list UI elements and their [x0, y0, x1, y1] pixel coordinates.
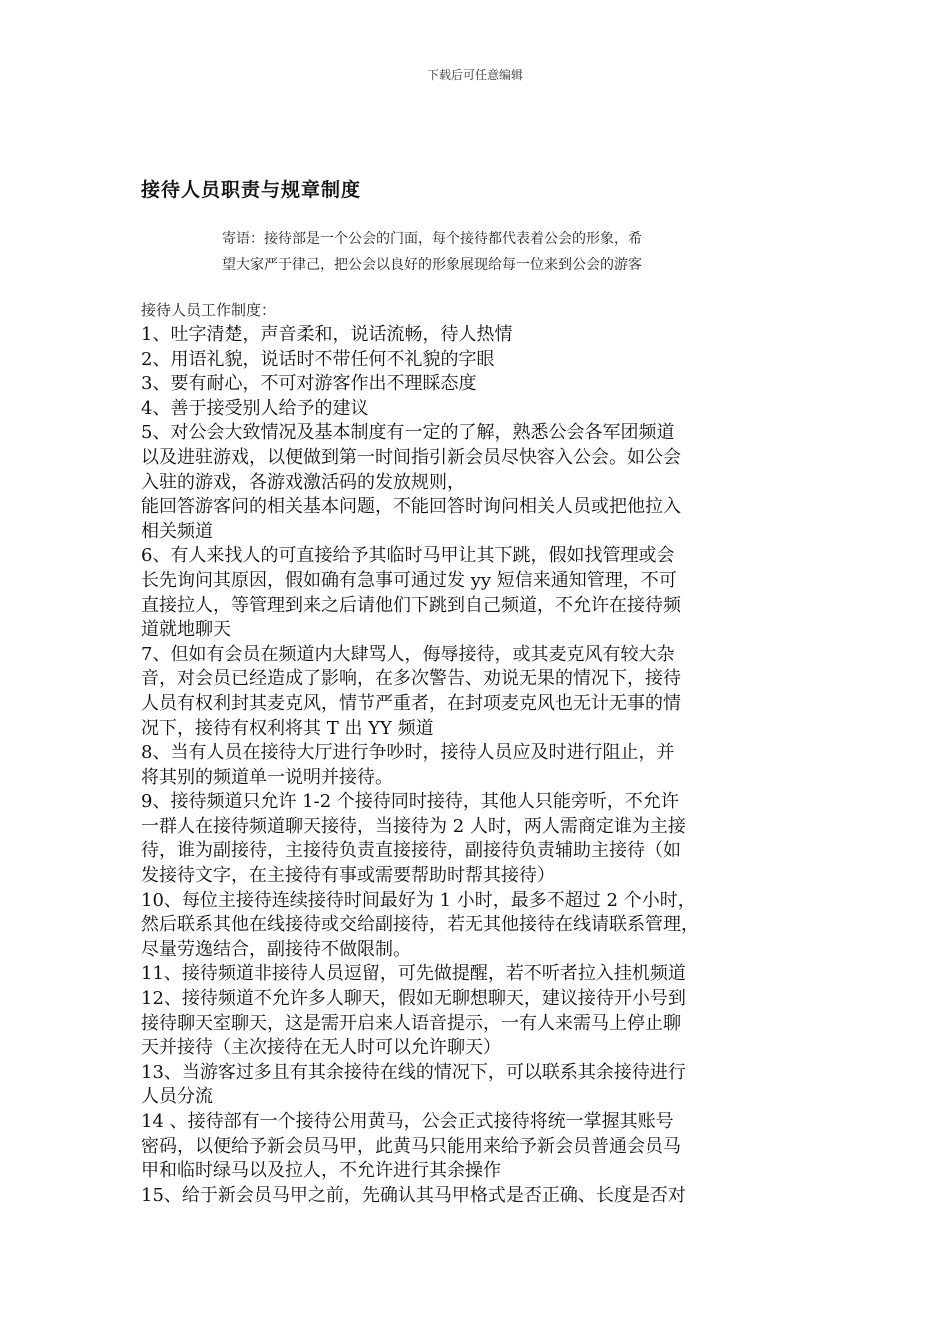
epigraph — [222, 226, 742, 278]
epigraph-line: 寄语：接待部是一个公会的门面，每个接待都代表着公会的形象，希 — [222, 231, 642, 247]
epigraph-line: 望大家严于律己，把公会以良好的形象展现给每一位来到公会的游客 — [222, 257, 642, 273]
body-line: 14 、接待部有一个接待公用黄马，公会正式接待将统一掌握其账号 — [141, 1111, 674, 1132]
body-line: 15、给于新会员马甲之前，先确认其马甲格式是否正确、长度是否对 — [141, 1184, 686, 1206]
body-line: 7、但如有会员在频道内大肆骂人，侮辱接待，或其麦克风有较大杂 — [141, 643, 675, 665]
body-line: 相关频道 — [141, 520, 213, 542]
body-line: 人员有权利封其麦克风，情节严重者，在封项麦克风也无计无事的情 — [141, 692, 681, 714]
body-line: 1、吐字清楚，声音柔和，说话流畅，待人热情 — [141, 324, 513, 345]
body-line: 接待聊天室聊天，这是需开启来人语音提示，一有人来需马上停止聊 — [141, 1012, 681, 1034]
body-line: 12、接待频道不允许多人聊天，假如无聊想聊天，建议接待开小号到 — [141, 988, 686, 1010]
body-line: 一群人在接待频道聊天接待，当接待为 2 人时，两人需商定谁为主接 — [141, 815, 686, 837]
body-line: 11、接待频道非接待人员逗留，可先做提醒，若不听者拉入挂机频道 — [141, 963, 686, 985]
body-line: 3、要有耐心，不可对游客作出不理睬态度 — [141, 373, 477, 395]
body-line: 道就地聊天 — [141, 619, 231, 641]
document-title: 接待人员职责与规章制度 — [141, 179, 362, 201]
body-line: 入驻的游戏，各游戏激活码的发放规则， — [141, 471, 465, 493]
body-line: 9、接待频道只允许 1-2 个接待同时接待，其他人只能旁听，不允许 — [141, 791, 679, 813]
body-line: 能回答游客问的相关基本问题，不能回答时询问相关人员或把他拉入 — [141, 496, 681, 518]
body-line: 以及进驻游戏，以便做到第一时间指引新会员尽快容入公会。如公会 — [141, 446, 681, 468]
body-line: 然后联系其他在线接待或交给副接待，若无其他接待在线请联系管理， — [141, 914, 699, 936]
body-text — [141, 323, 831, 1208]
body-line: 音，对会员已经造成了影响，在多次警告、劝说无果的情况下，接待 — [141, 668, 681, 690]
body-line: 况下，接待有权利将其 T 出 YY 频道 — [141, 717, 434, 739]
body-line: 尽量劳逸结合，副接待不做限制。 — [141, 938, 411, 960]
body-line: 4、善于接受别人给予的建议 — [141, 397, 369, 419]
body-line: 人员分流 — [141, 1086, 213, 1108]
body-line: 10、每位主接待连续接待时间最好为 1 小时，最多不超过 2 个小时， — [141, 889, 696, 911]
page-header-note: 下载后可任意编辑 — [426, 68, 523, 82]
body-line: 6、有人来找人的可直接给予其临时马甲让其下跳，假如找管理或会 — [141, 545, 675, 567]
body-line: 甲和临时绿马以及拉人，不允许进行其余操作 — [141, 1160, 501, 1182]
body-line: 8、当有人员在接待大厅进行争吵时，接待人员应及时进行阻止，并 — [141, 742, 675, 764]
body-line: 待，谁为副接待，主接待负责直接接待，副接待负责辅助主接待（如 — [141, 840, 681, 862]
body-line: 长先询问其原因，假如确有急事可通过发 yy 短信来通知管理，不可 — [141, 569, 677, 591]
body-line: 直接拉人，等管理到来之后请他们下跳到自己频道，不允许在接待频 — [141, 594, 681, 616]
body-line: 发接待文字，在主接待有事或需要帮助时帮其接待） — [141, 865, 555, 887]
body-line: 13、当游客过多且有其余接待在线的情况下，可以联系其余接待进行 — [141, 1061, 686, 1083]
body-line: 2、用语礼貌，说话时不带任何不礼貌的字眼 — [141, 348, 495, 370]
body-line: 密码，以便给予新会员马甲，此黄马只能用来给予新会员普通会员马 — [141, 1135, 681, 1157]
body-line: 5、对公会大致情况及基本制度有一定的了解，熟悉公会各军团频道 — [141, 422, 675, 444]
body-line: 将其别的频道单一说明并接待。 — [141, 766, 393, 788]
body-line: 天并接待（主次接待在无人时可以允许聊天） — [141, 1037, 501, 1059]
section-heading: 接待人员工作制度： — [141, 301, 277, 319]
